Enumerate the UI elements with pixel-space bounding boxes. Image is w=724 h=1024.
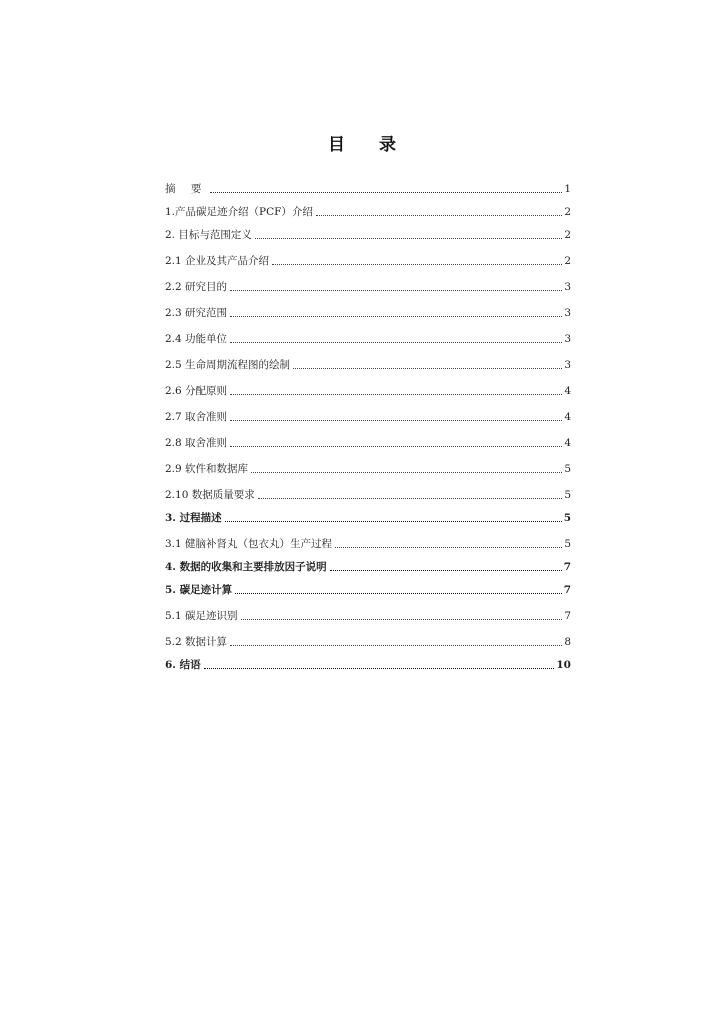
toc-entry-page: 4 — [564, 385, 571, 397]
toc-entry-page: 7 — [564, 610, 571, 622]
toc-entry-label: 2.8 取舍准则 — [165, 437, 228, 449]
toc-entry-page: 3 — [564, 281, 571, 293]
toc-entry-5-1[interactable] — [165, 607, 571, 623]
toc-entry-label: 2.6 分配原则 — [165, 385, 228, 397]
toc-entry-label: 5.2 数据计算 — [165, 636, 228, 648]
toc-entry-label: 2.10 数据质量要求 — [165, 489, 255, 501]
toc-entry-2[interactable] — [165, 226, 571, 242]
toc-entry-label: 2.9 软件和数据库 — [165, 463, 249, 475]
toc-entry-5-2[interactable] — [165, 633, 571, 649]
toc-dot-leader — [330, 569, 562, 571]
toc-entry-page: 2 — [564, 206, 571, 218]
toc-entry-4[interactable] — [165, 558, 571, 574]
toc-entry-label: 1.产品碳足迹介绍（PCF）介绍 — [165, 206, 313, 218]
toc-dot-leader — [230, 644, 562, 646]
toc-dot-leader — [241, 618, 563, 620]
toc-entry-2-8[interactable] — [165, 434, 571, 450]
toc-entry-label: 5. 碳足迹计算 — [165, 584, 233, 596]
toc-dot-leader — [272, 263, 562, 265]
toc-entry-page: 7 — [563, 584, 571, 596]
toc-entry-2-1[interactable] — [165, 252, 571, 268]
toc-entry-5[interactable] — [165, 581, 571, 597]
toc-entry-1[interactable] — [165, 203, 571, 219]
toc-entry-page: 1 — [564, 183, 571, 195]
toc-entry-6[interactable] — [165, 656, 571, 672]
toc-entry-label: 3. 过程描述 — [165, 512, 222, 524]
toc-dot-leader — [251, 471, 562, 473]
toc-entry-2-4[interactable] — [165, 330, 571, 346]
toc-dot-leader — [230, 419, 562, 421]
toc-entry-label: 摘 要 — [165, 183, 208, 195]
toc-entry-page: 5 — [563, 512, 571, 524]
toc-dot-leader — [235, 592, 562, 594]
toc-entry-2-7[interactable] — [165, 408, 571, 424]
toc-entry-page: 8 — [564, 636, 571, 648]
toc-entry-page: 5 — [564, 489, 571, 501]
toc-dot-leader — [230, 289, 562, 291]
toc-entry-page: 3 — [564, 333, 571, 345]
toc-entry-3-1[interactable] — [165, 535, 571, 551]
toc-dot-leader — [230, 315, 562, 317]
toc-entry-3[interactable] — [165, 509, 571, 525]
toc-dot-leader — [255, 237, 562, 239]
toc-entry-page: 3 — [564, 359, 571, 371]
toc-entry-abstract[interactable] — [165, 180, 571, 196]
toc-entry-page: 2 — [564, 255, 571, 267]
toc-dot-leader — [335, 546, 562, 548]
toc-dot-leader — [293, 367, 562, 369]
toc-entry-2-6[interactable] — [165, 382, 571, 398]
toc-entry-label: 6. 结语 — [165, 659, 201, 671]
toc-entry-page: 4 — [564, 411, 571, 423]
toc-entry-2-3[interactable] — [165, 304, 571, 320]
toc-entry-label: 2.4 功能单位 — [165, 333, 228, 345]
toc-dot-leader — [230, 445, 562, 447]
toc-entry-2-10[interactable] — [165, 486, 571, 502]
toc-dot-leader — [210, 191, 562, 193]
toc-entry-label: 2.3 研究范围 — [165, 307, 228, 319]
toc-entry-page: 10 — [556, 659, 571, 671]
toc-entry-label: 3.1 健脑补肾丸（包衣丸）生产过程 — [165, 538, 333, 550]
toc-entry-2-2[interactable] — [165, 278, 571, 294]
toc-entry-page: 5 — [564, 538, 571, 550]
toc-entry-label: 5.1 碳足迹识别 — [165, 610, 238, 622]
toc-entry-page: 2 — [564, 229, 571, 241]
toc-dot-leader — [316, 214, 562, 216]
toc-entry-label: 2.5 生命周期流程图的绘制 — [165, 359, 291, 371]
toc-entry-label: 2.1 企业及其产品介绍 — [165, 255, 270, 267]
toc-entry-label: 2. 目标与范围定义 — [165, 229, 252, 241]
toc-entry-page: 4 — [564, 437, 571, 449]
toc-entry-page: 7 — [563, 561, 571, 573]
toc-entry-page: 3 — [564, 307, 571, 319]
toc-entry-label: 4. 数据的收集和主要排放因子说明 — [165, 561, 327, 573]
toc-dot-leader — [258, 497, 563, 499]
toc-dot-leader — [230, 393, 562, 395]
toc-entry-2-9[interactable] — [165, 460, 571, 476]
toc-dot-leader — [225, 520, 562, 522]
toc-dot-leader — [230, 341, 562, 343]
toc-entry-page: 5 — [564, 463, 571, 475]
toc-entry-2-5[interactable] — [165, 356, 571, 372]
toc-entry-label: 2.7 取舍准则 — [165, 411, 228, 423]
toc-dot-leader — [204, 667, 555, 669]
toc-entry-label: 2.2 研究目的 — [165, 281, 228, 293]
toc-title: 目 录 — [328, 135, 410, 155]
